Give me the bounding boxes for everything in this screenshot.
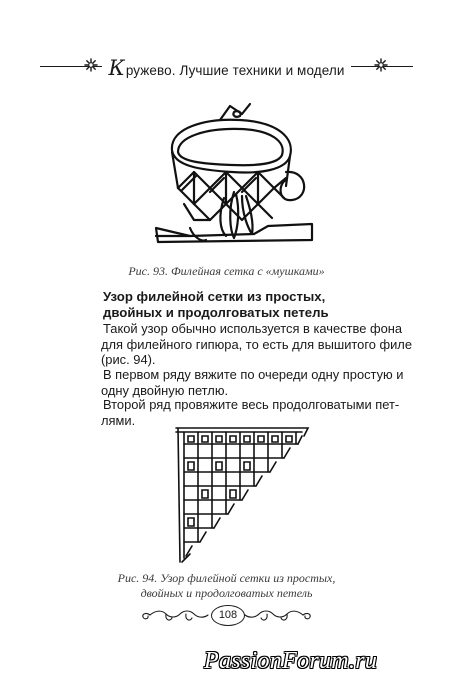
paragraph bbox=[101, 367, 404, 398]
paragraph-line: Второй ряд провяжите весь продолговатыми пет- bbox=[103, 397, 400, 412]
figure-94-caption bbox=[0, 571, 453, 601]
caption-line: двойных и продолговатых петель bbox=[140, 586, 313, 600]
running-header bbox=[0, 56, 453, 80]
paragraph bbox=[101, 321, 412, 368]
section-title bbox=[103, 289, 403, 321]
figure-93-illustration bbox=[150, 100, 322, 260]
watermark-text: PassionForum.ru bbox=[204, 648, 378, 674]
figure-93-caption: Рис. 93. Филейная сетка с «мушками» bbox=[128, 264, 325, 278]
paragraph-line: (рис. 94). bbox=[101, 352, 156, 367]
paragraph-line: для филейного гипюра, то есть для вышитого филе bbox=[101, 336, 412, 352]
paragraph-line: одну двойную петлю. bbox=[101, 382, 229, 398]
page-number: 108 bbox=[211, 605, 245, 626]
paragraph-line: Такой узор обычно используется в качестве фона bbox=[103, 321, 403, 336]
figure-94-illustration bbox=[170, 422, 315, 567]
header-initial: К bbox=[108, 56, 125, 80]
section-title-line: двойных и продолговатых петель bbox=[103, 305, 329, 320]
paragraph-line: В первом ряду вяжите по очереди одну простую и bbox=[103, 367, 404, 382]
header-title: ружево. Лучшие техники и модели bbox=[125, 63, 345, 78]
section-title-line: Узор филейной сетки из простых, bbox=[103, 289, 326, 304]
paragraph-line: лями. bbox=[101, 412, 136, 428]
caption-line: Рис. 94. Узор филейной сетки из простых, bbox=[117, 571, 336, 585]
